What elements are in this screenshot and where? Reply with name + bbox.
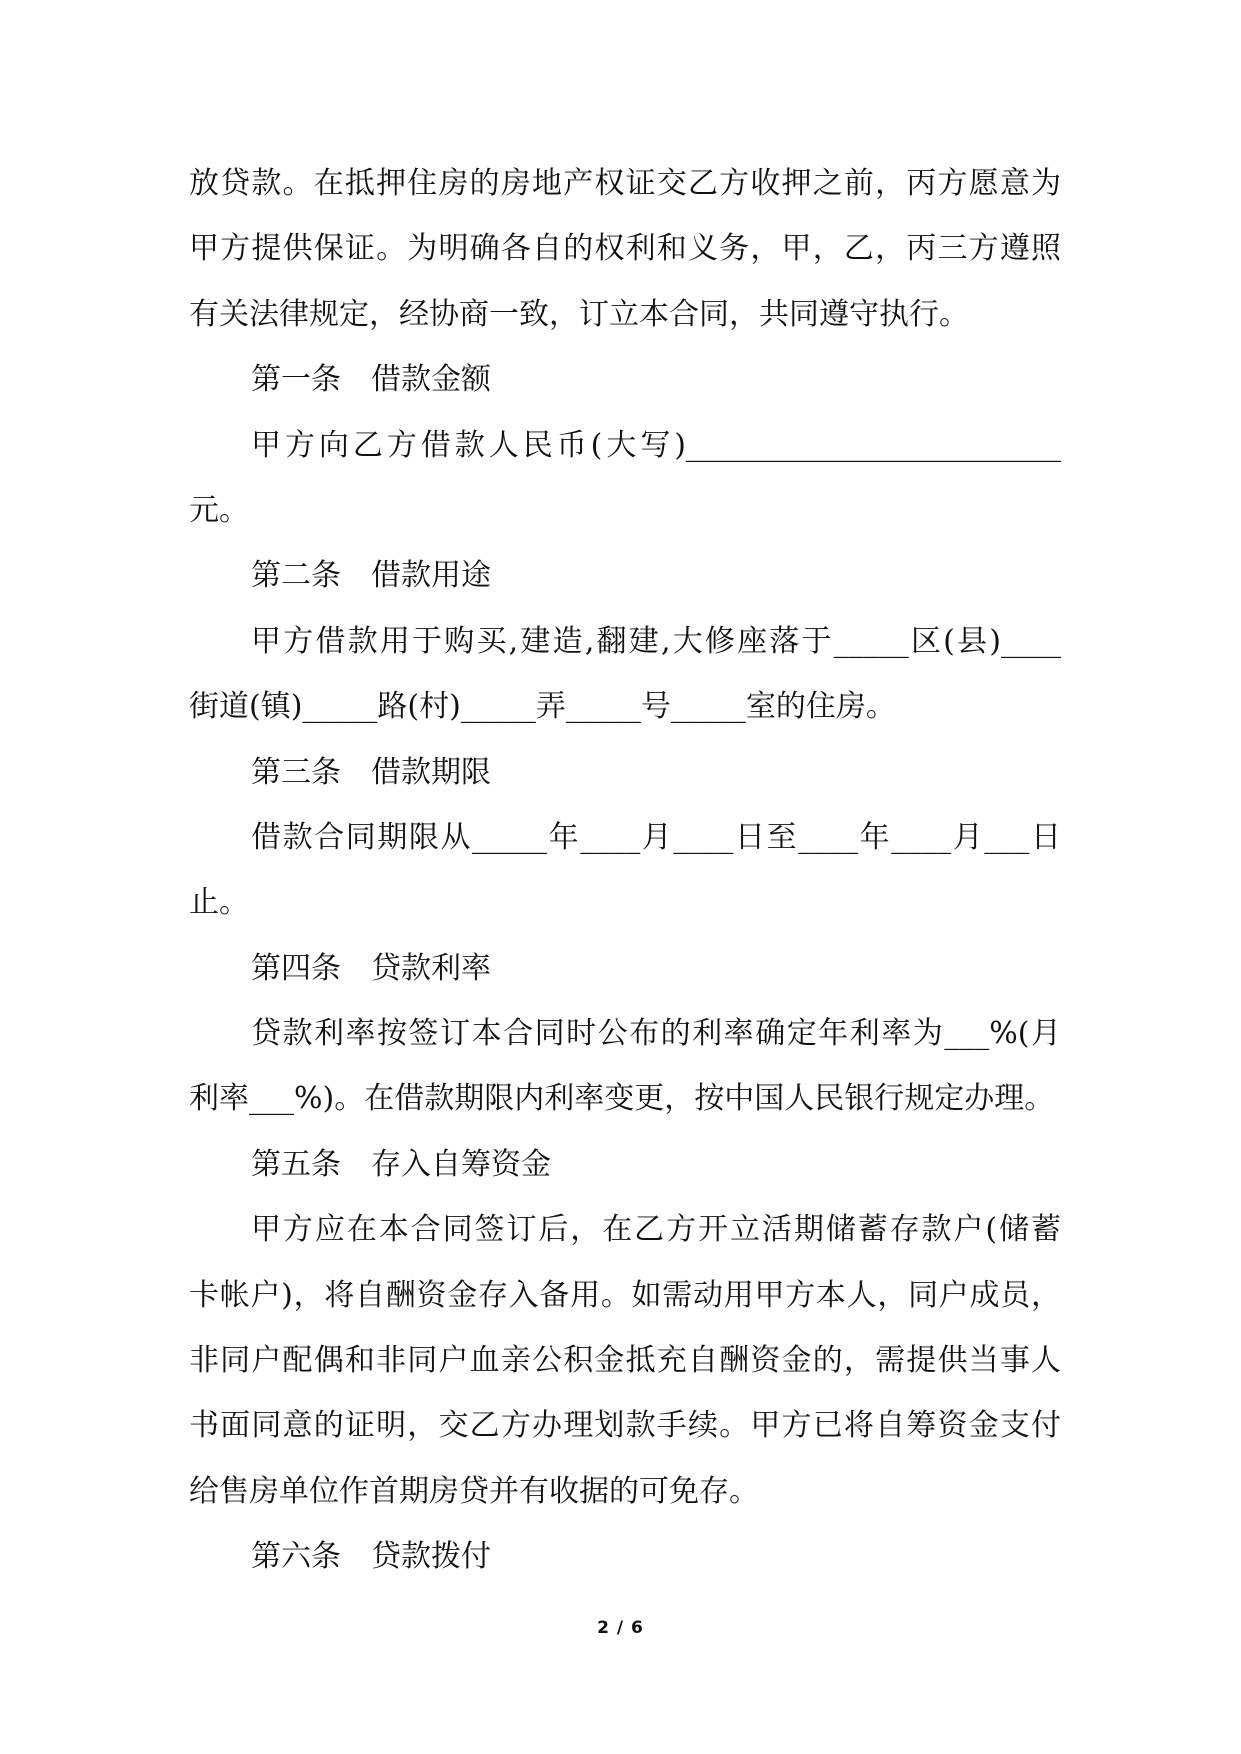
article-heading: 第三条 借款期限 xyxy=(251,754,491,790)
article-heading: 第四条 贷款利率 xyxy=(251,950,491,986)
text-line: 甲方提供保证。为明确各自的权利和义务，甲，乙，丙三方遵照 xyxy=(189,231,1061,267)
text-line: 贷款利率按签订本合同时公布的利率确定年利率为___%(月 xyxy=(251,1016,1061,1052)
text-line: 放贷款。在抵押住房的房地产权证交乙方收押之前，丙方愿意为 xyxy=(189,166,1061,201)
text-line: 街道(镇)_____路(村)_____弄_____号_____室的住房。 xyxy=(189,689,896,725)
document-body xyxy=(189,151,1061,1590)
text-line: 止。 xyxy=(189,885,249,921)
text-line: 甲方向乙方借款人民币(大写)_________________________ xyxy=(251,427,1061,463)
article-heading: 第六条 贷款拨付 xyxy=(251,1539,491,1575)
text-line: 利率___%)。在借款期限内利率变更，按中国人民银行规定办理。 xyxy=(189,1081,1055,1117)
text-line: 有关法律规定，经协商一致，订立本合同，共同遵守执行。 xyxy=(189,296,969,332)
text-line: 借款合同期限从_____年____月____日至____年____月___日 xyxy=(251,819,1061,855)
text-line: 卡帐户)，将自酬资金存入备用。如需动用甲方本人，同户成员， xyxy=(189,1277,1061,1313)
text-line: 元。 xyxy=(189,492,249,528)
text-line: 甲方应在本合同签订后，在乙方开立活期储蓄存款户(储蓄 xyxy=(251,1212,1061,1248)
text-line: 非同户配偶和非同户血亲公积金抵充自酬资金的，需提供当事人 xyxy=(189,1343,1061,1379)
text-line: 给售房单位作首期房贷并有收据的可免存。 xyxy=(189,1473,759,1509)
text-line: 书面同意的证明，交乙方办理划款手续。甲方已将自筹资金支付 xyxy=(189,1408,1061,1444)
article-heading: 第二条 借款用途 xyxy=(251,558,491,594)
page-number: 2 / 6 xyxy=(597,1618,644,1638)
article-heading: 第一条 借款金额 xyxy=(251,362,491,398)
text-line: 甲方借款用于购买,建造,翻建,大修座落于_____区(县)____ xyxy=(251,623,1061,659)
article-heading: 第五条 存入自筹资金 xyxy=(251,1146,551,1182)
